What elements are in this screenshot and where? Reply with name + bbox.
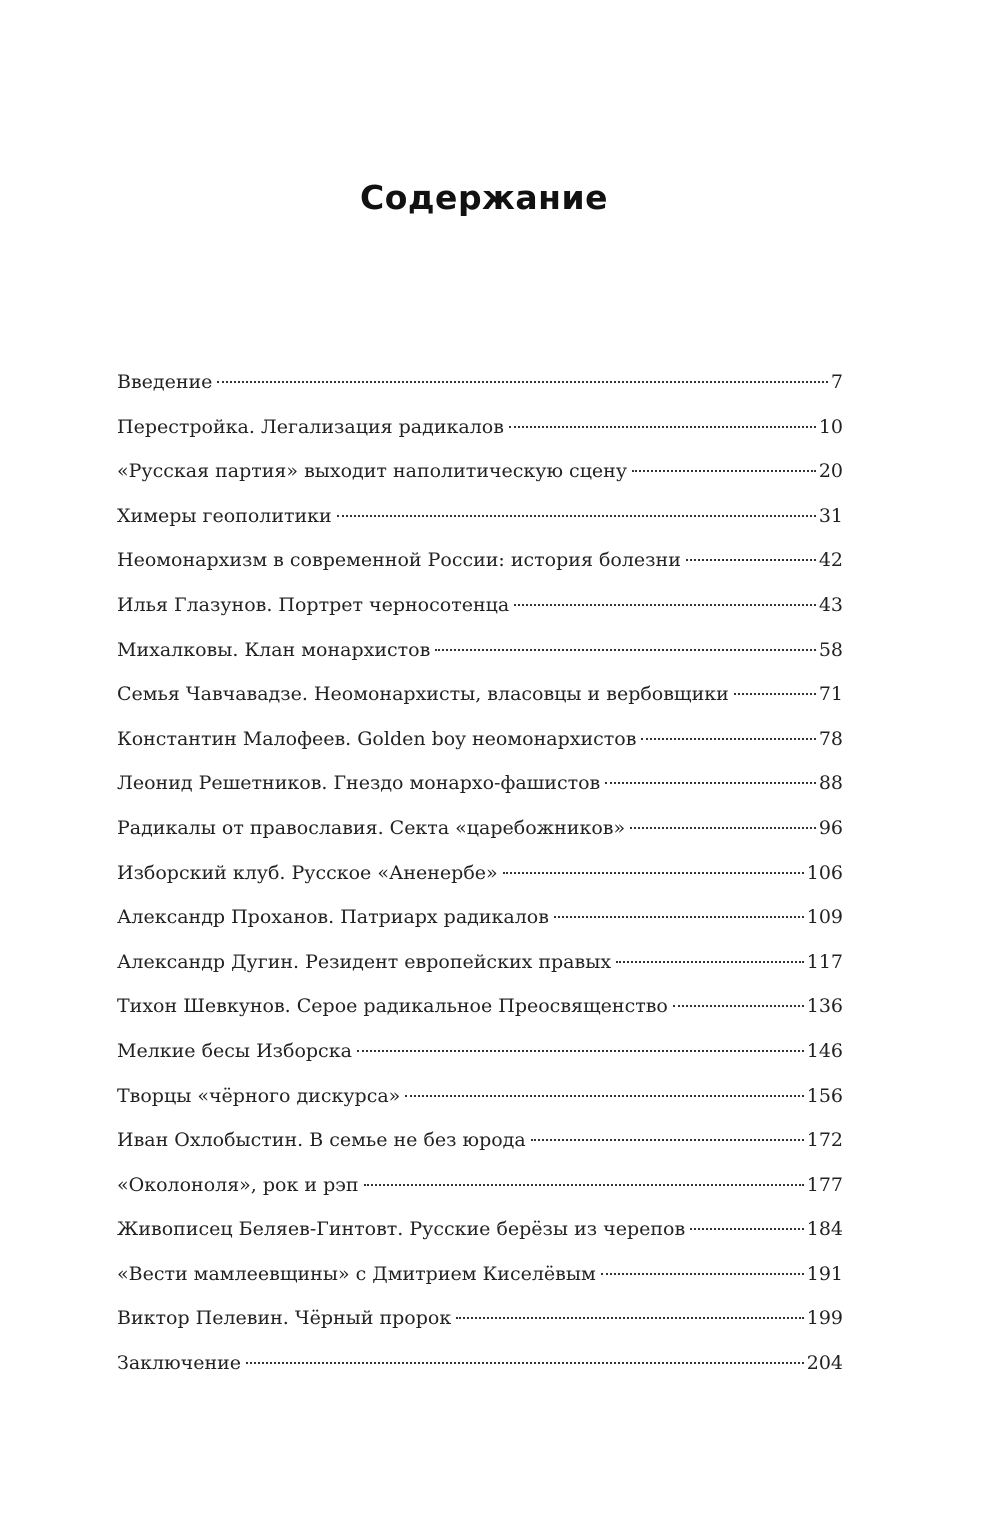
toc-entry-title: Заключение: [117, 1352, 242, 1375]
dot-leader: [514, 604, 816, 606]
dot-leader: [605, 782, 816, 784]
dot-leader: [405, 1095, 803, 1097]
toc-entry-title: Изборский клуб. Русское «Аненербе»: [117, 861, 498, 884]
dot-leader: [217, 381, 827, 383]
toc-entry-title: Иван Охлобыстин. В семье не без юрода: [117, 1129, 526, 1152]
toc-entry-page-number: 106: [806, 861, 843, 884]
toc-entry-title: Неомонархизм в современной России: история болезни: [117, 549, 681, 572]
toc-entry: [117, 858, 843, 903]
toc-entry: [117, 1303, 843, 1348]
toc-entry: [117, 456, 843, 501]
toc-entry: [117, 813, 843, 858]
dot-leader: [246, 1362, 804, 1364]
toc-entry: [117, 1348, 843, 1393]
toc-entry-page-number: 172: [806, 1129, 843, 1152]
toc-entry-page-number: 191: [806, 1262, 843, 1285]
toc-entry-title: Творцы «чёрного дискурса»: [117, 1084, 401, 1107]
dot-leader: [616, 961, 804, 963]
dot-leader: [641, 738, 815, 740]
toc-entry-title: Химеры геополитики: [117, 504, 332, 527]
toc-entry-page-number: 199: [806, 1307, 843, 1330]
toc-entry-page-number: 7: [830, 371, 843, 393]
toc-entry: [117, 679, 843, 724]
toc-entry-title: Мелкие бесы Изборска: [117, 1039, 352, 1062]
toc-entry: [117, 1214, 843, 1259]
toc-entry-title: Виктор Пелевин. Чёрный пророк: [117, 1307, 452, 1330]
toc-entry-page-number: 156: [806, 1084, 843, 1107]
toc-entry: [117, 501, 843, 546]
toc-entry: [117, 768, 843, 813]
dot-leader: [734, 693, 816, 695]
toc-entry: [117, 412, 843, 457]
toc-entry-title: Перестройка. Легализация радикалов: [117, 415, 504, 438]
toc-entry: [117, 1036, 843, 1081]
dot-leader: [364, 1184, 804, 1186]
toc-entry-page-number: 71: [818, 683, 843, 706]
toc-entry-page-number: 31: [818, 504, 843, 527]
dot-leader: [601, 1273, 804, 1275]
dot-leader: [632, 470, 816, 472]
toc-entry-page-number: 117: [806, 950, 843, 973]
dot-leader: [509, 426, 816, 428]
dot-leader: [690, 1228, 804, 1230]
toc-entry-title: Введение: [117, 371, 213, 393]
toc-entry: [117, 724, 843, 769]
dot-leader: [435, 649, 816, 651]
toc-entry: [117, 635, 843, 680]
dot-leader: [357, 1050, 804, 1052]
toc-entry-title: «Околоноля», рок и рэп: [117, 1173, 359, 1196]
toc-entry-title: Леонид Решетников. Гнездо монархо-фашистов: [117, 772, 601, 795]
toc-entry-page-number: 43: [818, 593, 843, 616]
toc-entry-page-number: 10: [818, 415, 843, 438]
dot-leader: [503, 872, 804, 874]
page-title: Содержание: [360, 178, 608, 217]
toc-entry-page-number: 204: [806, 1352, 843, 1375]
toc-entry-page-number: 96: [818, 816, 843, 839]
toc-entry-title: Семья Чавчавадзе. Неомонархисты, власовцы и вербовщики: [117, 683, 729, 706]
dot-leader: [630, 827, 816, 829]
toc-entry-page-number: 20: [818, 460, 843, 483]
toc-entry: [117, 367, 843, 412]
toc-entry: [117, 1125, 843, 1170]
toc-entry-title: Илья Глазунов. Портрет черносотенца: [117, 593, 510, 616]
toc-entry-title: Радикалы от православия. Секта «царебожников»: [117, 816, 626, 839]
toc-entry-page-number: 42: [818, 549, 843, 572]
toc-entry: [117, 991, 843, 1036]
toc-entry-page-number: 58: [818, 638, 843, 661]
toc-entry: [117, 590, 843, 635]
toc-entry: [117, 1170, 843, 1215]
toc-entry-title: Тихон Шевкунов. Серое радикальное Преосвященство: [117, 995, 668, 1018]
dot-leader: [686, 559, 816, 561]
toc-entry-title: Константин Малофеев. Golden boy неомонархистов: [117, 727, 637, 750]
toc-entry: [117, 1259, 843, 1304]
table-of-contents: [117, 367, 843, 1393]
toc-entry: [117, 545, 843, 590]
toc-entry-title: «Вести мамлеевщины» с Дмитрием Киселёвым: [117, 1262, 596, 1285]
toc-entry-title: «Русская партия» выходит наполитическую сцену: [117, 460, 627, 483]
toc-entry-page-number: 88: [818, 772, 843, 795]
toc-entry-page-number: 78: [818, 727, 843, 750]
toc-entry-page-number: 146: [806, 1039, 843, 1062]
toc-entry-title: Живописец Беляев-Гинтовт. Русские берёзы из черепов: [117, 1218, 686, 1241]
dot-leader: [673, 1005, 804, 1007]
dot-leader: [337, 515, 816, 517]
dot-leader: [531, 1139, 804, 1141]
toc-entry-title: Александр Дугин. Резидент европейских правых: [117, 950, 612, 973]
toc-entry-page-number: 184: [806, 1218, 843, 1241]
dot-leader: [554, 916, 804, 918]
toc-entry-page-number: 109: [806, 906, 843, 929]
toc-entry-title: Александр Проханов. Патриарх радикалов: [117, 906, 549, 929]
toc-entry: [117, 947, 843, 992]
dot-leader: [456, 1317, 804, 1319]
toc-entry: [117, 1081, 843, 1126]
toc-entry-title: Михалковы. Клан монархистов: [117, 638, 431, 661]
toc-entry-page-number: 136: [806, 995, 843, 1018]
toc-entry: [117, 902, 843, 947]
toc-entry-page-number: 177: [806, 1173, 843, 1196]
